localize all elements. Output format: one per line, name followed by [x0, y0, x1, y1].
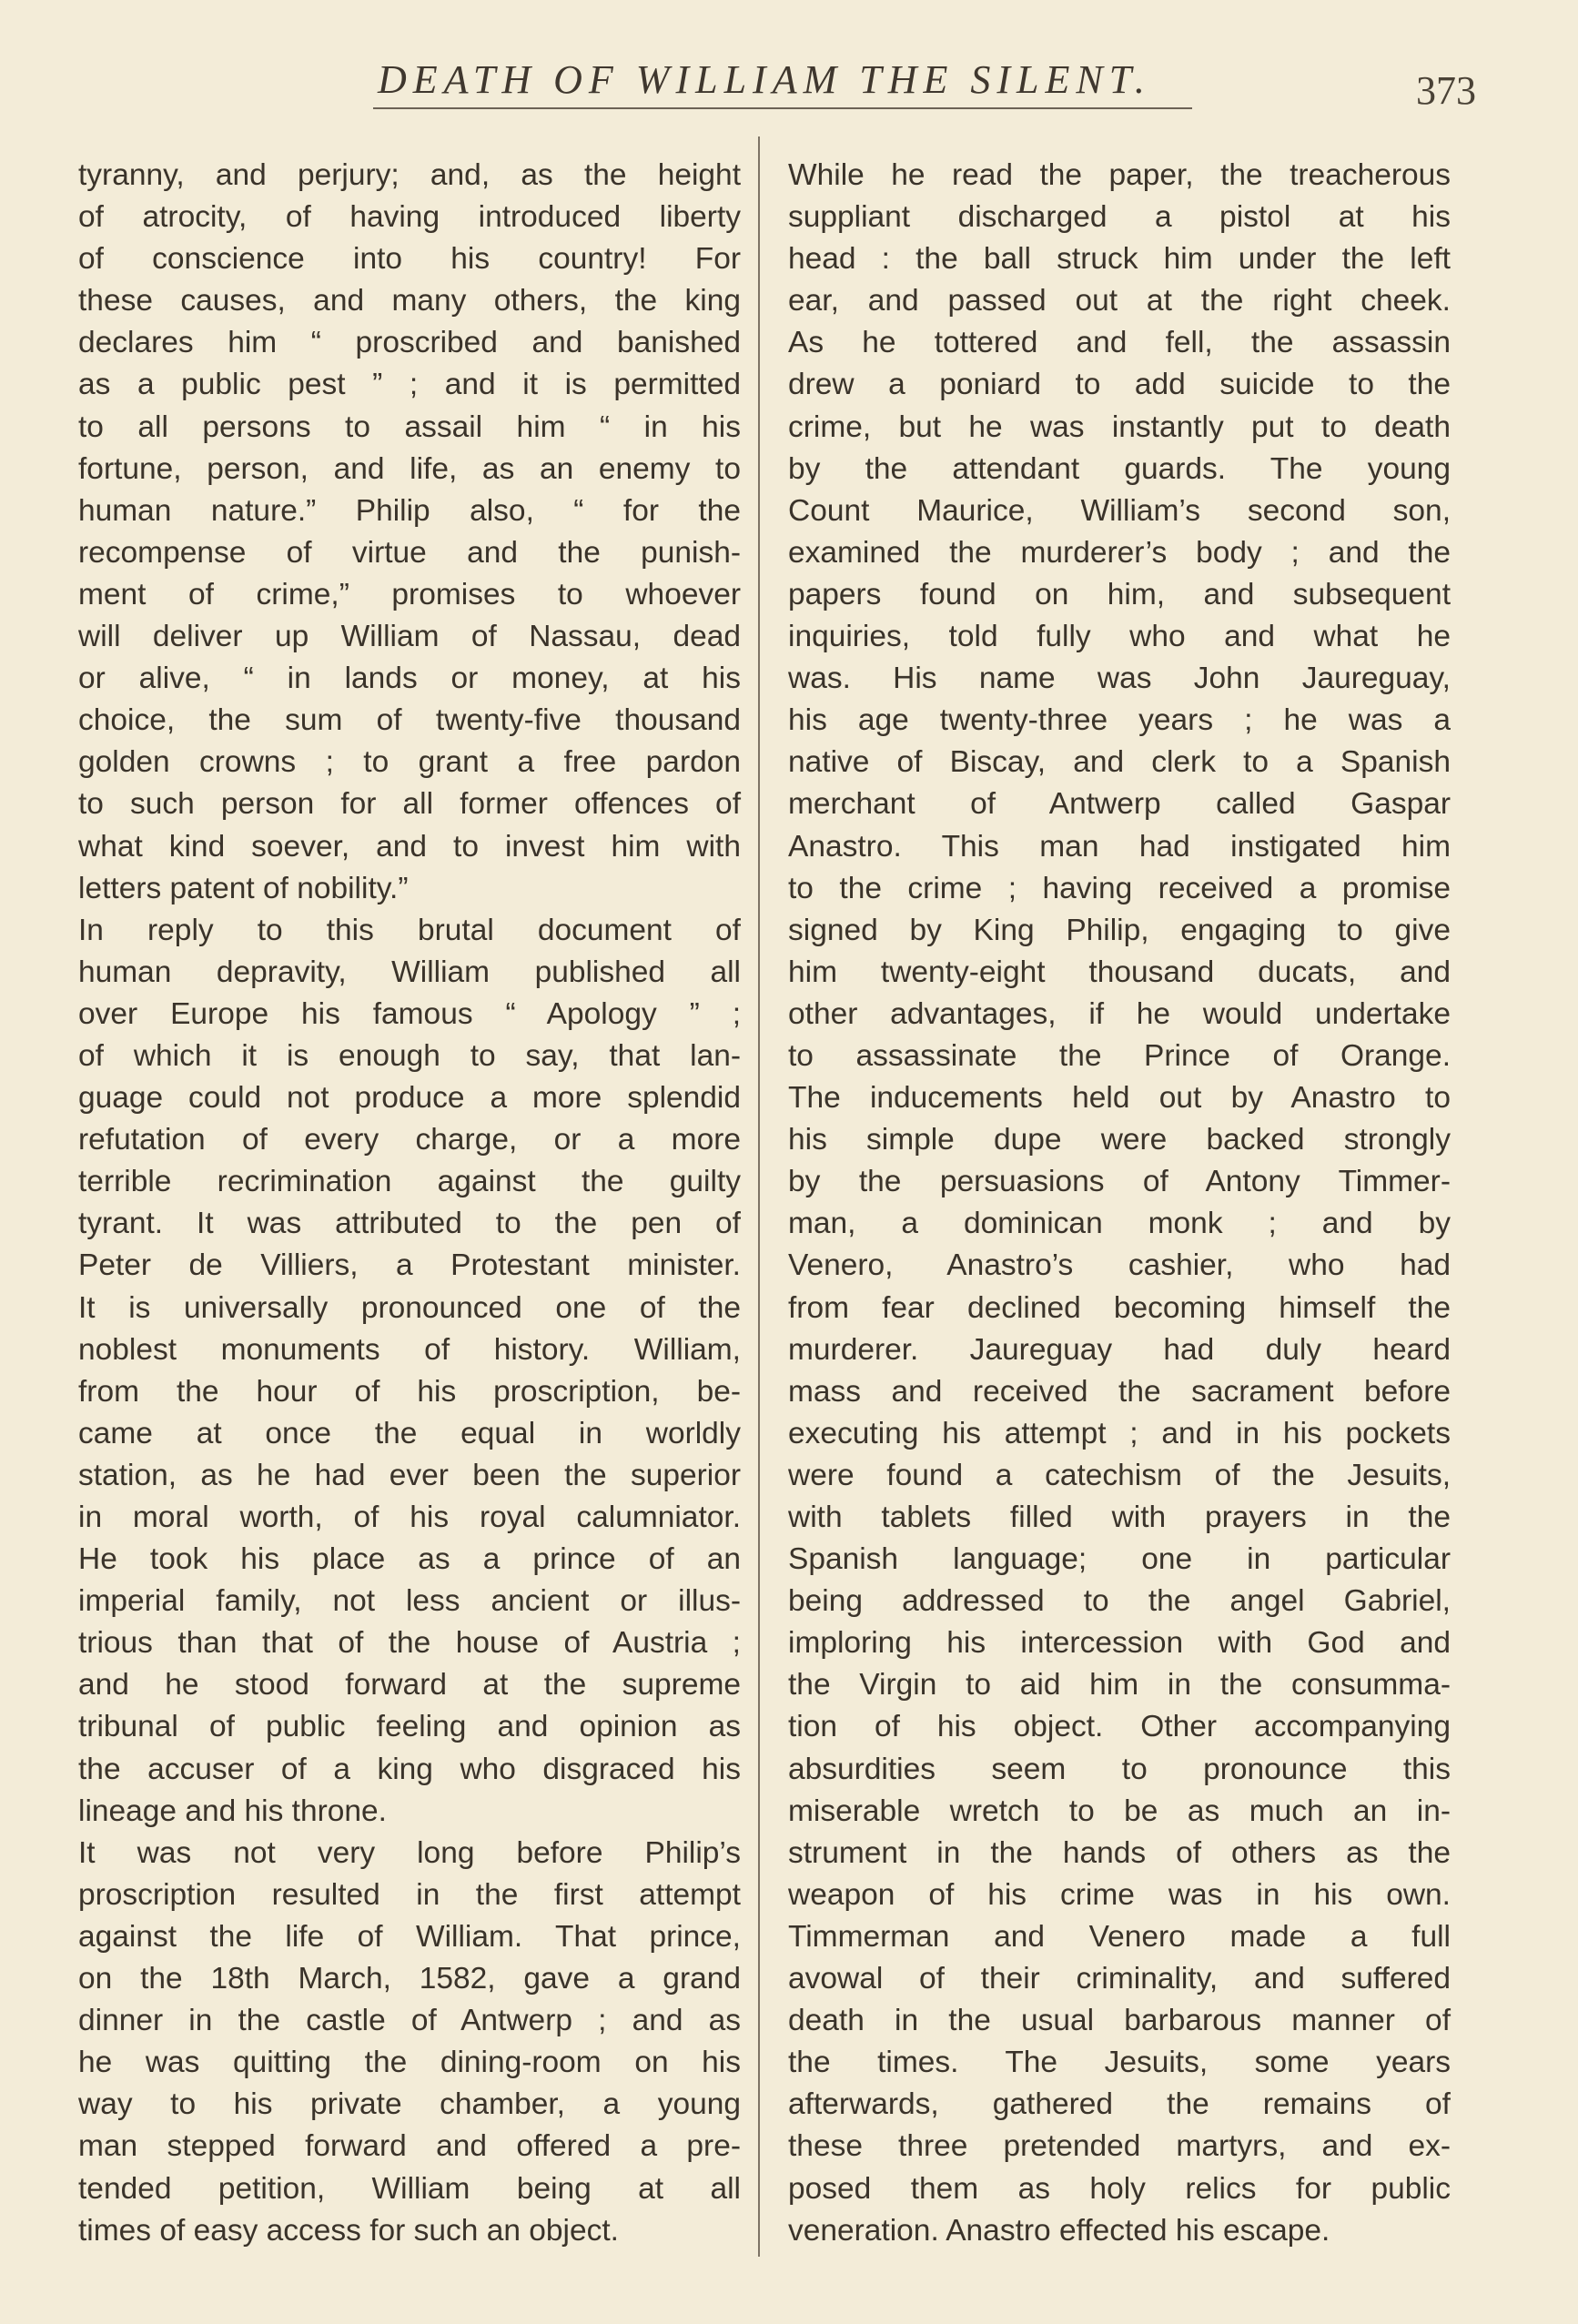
- text-line: signed by King Philip, engaging to give: [788, 913, 1451, 947]
- text-line: to all persons to assail him “ in his: [78, 409, 741, 444]
- page-header: [0, 47, 1578, 120]
- text-line: Spanish language; one in particular: [788, 1542, 1451, 1577]
- text-line: examined the murderer’s body ; and the: [788, 535, 1451, 570]
- text-line: declares him “ proscribed and banished: [78, 326, 741, 360]
- text-line: inquiries, told fully who and what he: [788, 620, 1451, 654]
- text-line: avowal of their criminality, and suffered: [788, 1962, 1451, 1996]
- text-line: what kind soever, and to invest him with: [78, 829, 741, 864]
- text-line: Count Maurice, William’s second son,: [788, 493, 1451, 528]
- left-column: [78, 155, 741, 2252]
- text-line: suppliant discharged a pistol at his: [788, 200, 1451, 235]
- running-title: DEATH OF WILLIAM THE SILENT.: [378, 57, 1151, 102]
- text-line: man, a dominican monk ; and by: [788, 1207, 1451, 1241]
- text-line: papers found on him, and subsequent: [788, 577, 1451, 611]
- text-line: on the 18th March, 1582, gave a grand: [78, 1962, 741, 1996]
- text-line: against the life of William. That prince,: [78, 1919, 741, 1954]
- text-line: of conscience into his country! For: [78, 242, 741, 277]
- text-line: guage could not produce a more splendid: [78, 1081, 741, 1116]
- text-line: was. His name was John Jaureguay,: [788, 662, 1451, 696]
- text-line: death in the usual barbarous manner of: [788, 2004, 1451, 2038]
- text-line: way to his private chamber, a young: [78, 2087, 741, 2122]
- text-line: afterwards, gathered the remains of: [788, 2087, 1451, 2122]
- text-line: him twenty-eight thousand ducats, and: [788, 955, 1451, 989]
- column-divider: [758, 136, 760, 2257]
- text-line: the accuser of a king who disgraced his: [78, 1752, 741, 1786]
- text-line: lineage and his throne.: [78, 1794, 387, 1828]
- text-line: he was quitting the dining-room on his: [78, 2046, 741, 2080]
- text-line: proscription resulted in the first attempt: [78, 1877, 741, 1912]
- text-line: will deliver up William of Nassau, dead: [78, 620, 741, 654]
- text-line: tion of his object. Other accompanying: [788, 1710, 1451, 1744]
- text-line: As he tottered and fell, the assassin: [788, 326, 1451, 360]
- text-line: strument in the hands of others as the: [788, 1835, 1451, 1870]
- text-line: by the attendant guards. The young: [788, 451, 1451, 486]
- text-line: posed them as holy relics for public: [788, 2171, 1451, 2206]
- text-line: weapon of his crime was in his own.: [788, 1877, 1451, 1912]
- text-line: recompense of virtue and the punish-: [78, 535, 741, 570]
- text-line: his age twenty-three years ; he was a: [788, 703, 1451, 738]
- text-line: ear, and passed out at the right cheek.: [788, 284, 1451, 318]
- text-line: absurdities seem to pronounce this: [788, 1752, 1451, 1786]
- text-line: the Virgin to aid him in the consumma-: [788, 1668, 1451, 1703]
- text-line: merchant of Antwerp called Gaspar: [788, 787, 1451, 822]
- text-line: his simple dupe were backed strongly: [788, 1123, 1451, 1157]
- text-line: ment of crime,” promises to whoever: [78, 577, 741, 611]
- text-line: from the hour of his proscription, be-: [78, 1374, 741, 1409]
- text-line: from fear declined becoming himself the: [788, 1290, 1451, 1325]
- text-line: these three pretended martyrs, and ex-: [788, 2129, 1451, 2164]
- text-line: to such person for all former offences of: [78, 787, 741, 822]
- text-line: miserable wretch to be as much an in-: [788, 1794, 1451, 1828]
- text-line: the times. The Jesuits, some years: [788, 2046, 1451, 2080]
- text-line: While he read the paper, the treacherous: [788, 158, 1451, 192]
- text-line: came at once the equal in worldly: [78, 1416, 741, 1450]
- text-line: Timmerman and Venero made a full: [788, 1919, 1451, 1954]
- text-line: as a public pest ” ; and it is permitted: [78, 368, 741, 402]
- text-line: crime, but he was instantly put to death: [788, 409, 1451, 444]
- text-line: trious than that of the house of Austria ;: [78, 1626, 741, 1661]
- text-line: tended petition, William being at all: [78, 2171, 741, 2206]
- text-line: with tablets filled with prayers in the: [788, 1500, 1451, 1534]
- text-line: Venero, Anastro’s cashier, who had: [788, 1248, 1451, 1283]
- text-line: head : the ball struck him under the left: [788, 242, 1451, 277]
- text-line: dinner in the castle of Antwerp ; and as: [78, 2004, 741, 2038]
- text-line: human nature.” Philip also, “ for the: [78, 493, 741, 528]
- text-line: these causes, and many others, the king: [78, 284, 741, 318]
- text-line: in moral worth, of his royal calumniator.: [78, 1500, 741, 1534]
- text-line: were found a catechism of the Jesuits,: [788, 1458, 1451, 1492]
- text-line: In reply to this brutal document of: [78, 913, 741, 947]
- text-line: letters patent of nobility.”: [78, 871, 409, 905]
- right-column: [788, 155, 1451, 2252]
- text-line: veneration. Anastro effected his escape.: [788, 2213, 1330, 2248]
- text-line: golden crowns ; to grant a free pardon: [78, 745, 741, 780]
- text-line: noblest monuments of history. William,: [78, 1332, 741, 1367]
- text-line: to assassinate the Prince of Orange.: [788, 1038, 1451, 1073]
- text-line: He took his place as a prince of an: [78, 1542, 741, 1577]
- text-line: man stepped forward and offered a pre-: [78, 2129, 741, 2164]
- text-line: Anastro. This man had instigated him: [788, 829, 1451, 864]
- text-line: times of easy access for such an object.: [78, 2213, 619, 2248]
- text-line: to the crime ; having received a promise: [788, 871, 1451, 905]
- text-line: by the persuasions of Antony Timmer-: [788, 1165, 1451, 1199]
- text-line: It was not very long before Philip’s: [78, 1835, 741, 1870]
- text-line: other advantages, if he would undertake: [788, 996, 1451, 1031]
- text-line: terrible recrimination against the guilty: [78, 1165, 741, 1199]
- text-line: imploring his intercession with God and: [788, 1626, 1451, 1661]
- text-line: mass and received the sacrament before: [788, 1374, 1451, 1409]
- text-line: human depravity, William published all: [78, 955, 741, 989]
- text-line: native of Biscay, and clerk to a Spanish: [788, 745, 1451, 780]
- text-line: or alive, “ in lands or money, at his: [78, 662, 741, 696]
- text-line: over Europe his famous “ Apology ” ;: [78, 996, 741, 1031]
- text-line: fortune, person, and life, as an enemy to: [78, 451, 741, 486]
- text-line: It is universally pronounced one of the: [78, 1290, 741, 1325]
- text-line: drew a poniard to add suicide to the: [788, 368, 1451, 402]
- text-line: station, as he had ever been the superior: [78, 1458, 741, 1492]
- text-line: murderer. Jaureguay had duly heard: [788, 1332, 1451, 1367]
- text-line: tyrant. It was attributed to the pen of: [78, 1207, 741, 1241]
- text-line: tribunal of public feeling and opinion as: [78, 1710, 741, 1744]
- header-rule: [373, 107, 1192, 109]
- page-number: 373: [1416, 68, 1476, 113]
- text-line: executing his attempt ; and in his pockets: [788, 1416, 1451, 1450]
- text-line: choice, the sum of twenty-five thousand: [78, 703, 741, 738]
- text-line: Peter de Villiers, a Protestant minister.: [78, 1248, 741, 1283]
- text-line: refutation of every charge, or a more: [78, 1123, 741, 1157]
- text-line: of which it is enough to say, that lan-: [78, 1038, 741, 1073]
- text-line: and he stood forward at the supreme: [78, 1668, 741, 1703]
- text-line: being addressed to the angel Gabriel,: [788, 1584, 1451, 1619]
- text-line: of atrocity, of having introduced liberty: [78, 200, 741, 235]
- text-line: tyranny, and perjury; and, as the height: [78, 158, 741, 192]
- text-line: The inducements held out by Anastro to: [788, 1081, 1451, 1116]
- text-line: imperial family, not less ancient or illus-: [78, 1584, 741, 1619]
